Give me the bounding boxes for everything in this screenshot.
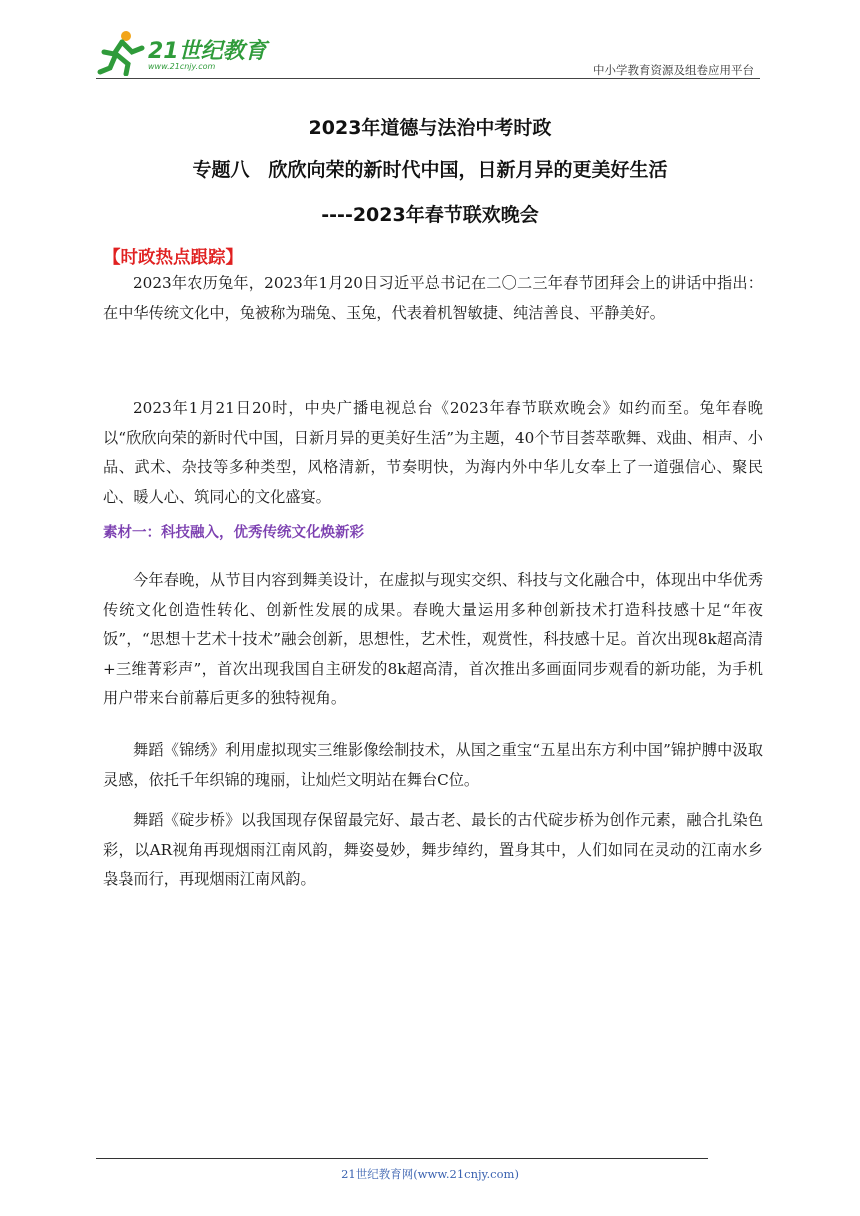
doc-subtitle-event: ----2023年春节联欢晚会 — [321, 204, 539, 226]
paragraph: 2023年农历兔年，2023年1月20日习近平总书记在二〇二三年春节团拜会上的讲话中指出：在中华传统文化中，兔被称为瑞兔、玉兔，代表着机智敏捷、纯洁善良、平静美好。 — [103, 274, 763, 322]
paragraph: 2023年1月21日20时，中央广播电视总台《2023年春节联欢晚会》如约而至。兔年春晚以“欣欣向荣的新时代中国，日新月异的更美好生活”为主题，40个节目荟萃歌舞、戏曲、相声、小品、武术、杂技等多种类型，风格清新，节奏明快，为海内外中华儿女奉上了一道强信心、聚民心、暖人心、筑同心的文化盛宴。 — [103, 399, 763, 506]
material-heading: 素材一：科技融入，优秀传统文化焕新彩 — [103, 525, 364, 541]
footer-link[interactable]: 21世纪教育网(www.21cnjy.com) — [341, 1167, 519, 1181]
page-header — [96, 28, 760, 80]
doc-title: 2023年道德与法治中考时政 — [308, 117, 552, 139]
site-logo[interactable] — [96, 28, 271, 76]
header-tagline: 中小学教育资源及组卷应用平台 — [593, 63, 754, 77]
doc-subtitle: 专题八 欣欣向荣的新时代中国，日新月异的更美好生活 — [192, 159, 668, 181]
paragraph: 今年春晚，从节目内容到舞美设计，在虚拟与现实交织、科技与文化融合中，体现出中华优秀传统文化创造性转化、创新性发展的成果。春晚大量运用多种创新技术打造科技感十足“年夜饭”，“思想十艺术十技术”融会创新，思想性，艺术性，观赏性，科技感十足。首次出现8k超高清+三维菁彩声”，首次出现我国自主研发的8k超高清，首次推出多画面同步观看的新功能，为手机用户带来台前幕后更多的独特视角。 — [103, 571, 763, 708]
header-divider — [96, 78, 760, 79]
logo-url: www.21cnjy.com — [148, 62, 216, 71]
footer-divider — [96, 1158, 708, 1159]
section-heading: 【时政热点跟踪】 — [103, 248, 243, 268]
runner-logo-icon — [96, 28, 148, 76]
paragraph: 舞蹈《锦绣》利用虚拟现实三维影像绘制技术，从国之重宝“五星出东方利中国”锦护膊中汲取灵感，依托千年织锦的瑰丽，让灿烂文明站在舞台C位。 — [103, 741, 763, 789]
logo-text: 21世纪教育 — [148, 39, 267, 64]
paragraph: 舞蹈《碇步桥》以我国现存保留最完好、最古老、最长的古代碇步桥为创作元素，融合扎染色彩，以AR视角再现烟雨江南风韵，舞姿曼妙，舞步绰约，置身其中，人们如同在灵动的江南水乡袅袅而行，再现烟雨江南风韵。 — [103, 811, 763, 889]
